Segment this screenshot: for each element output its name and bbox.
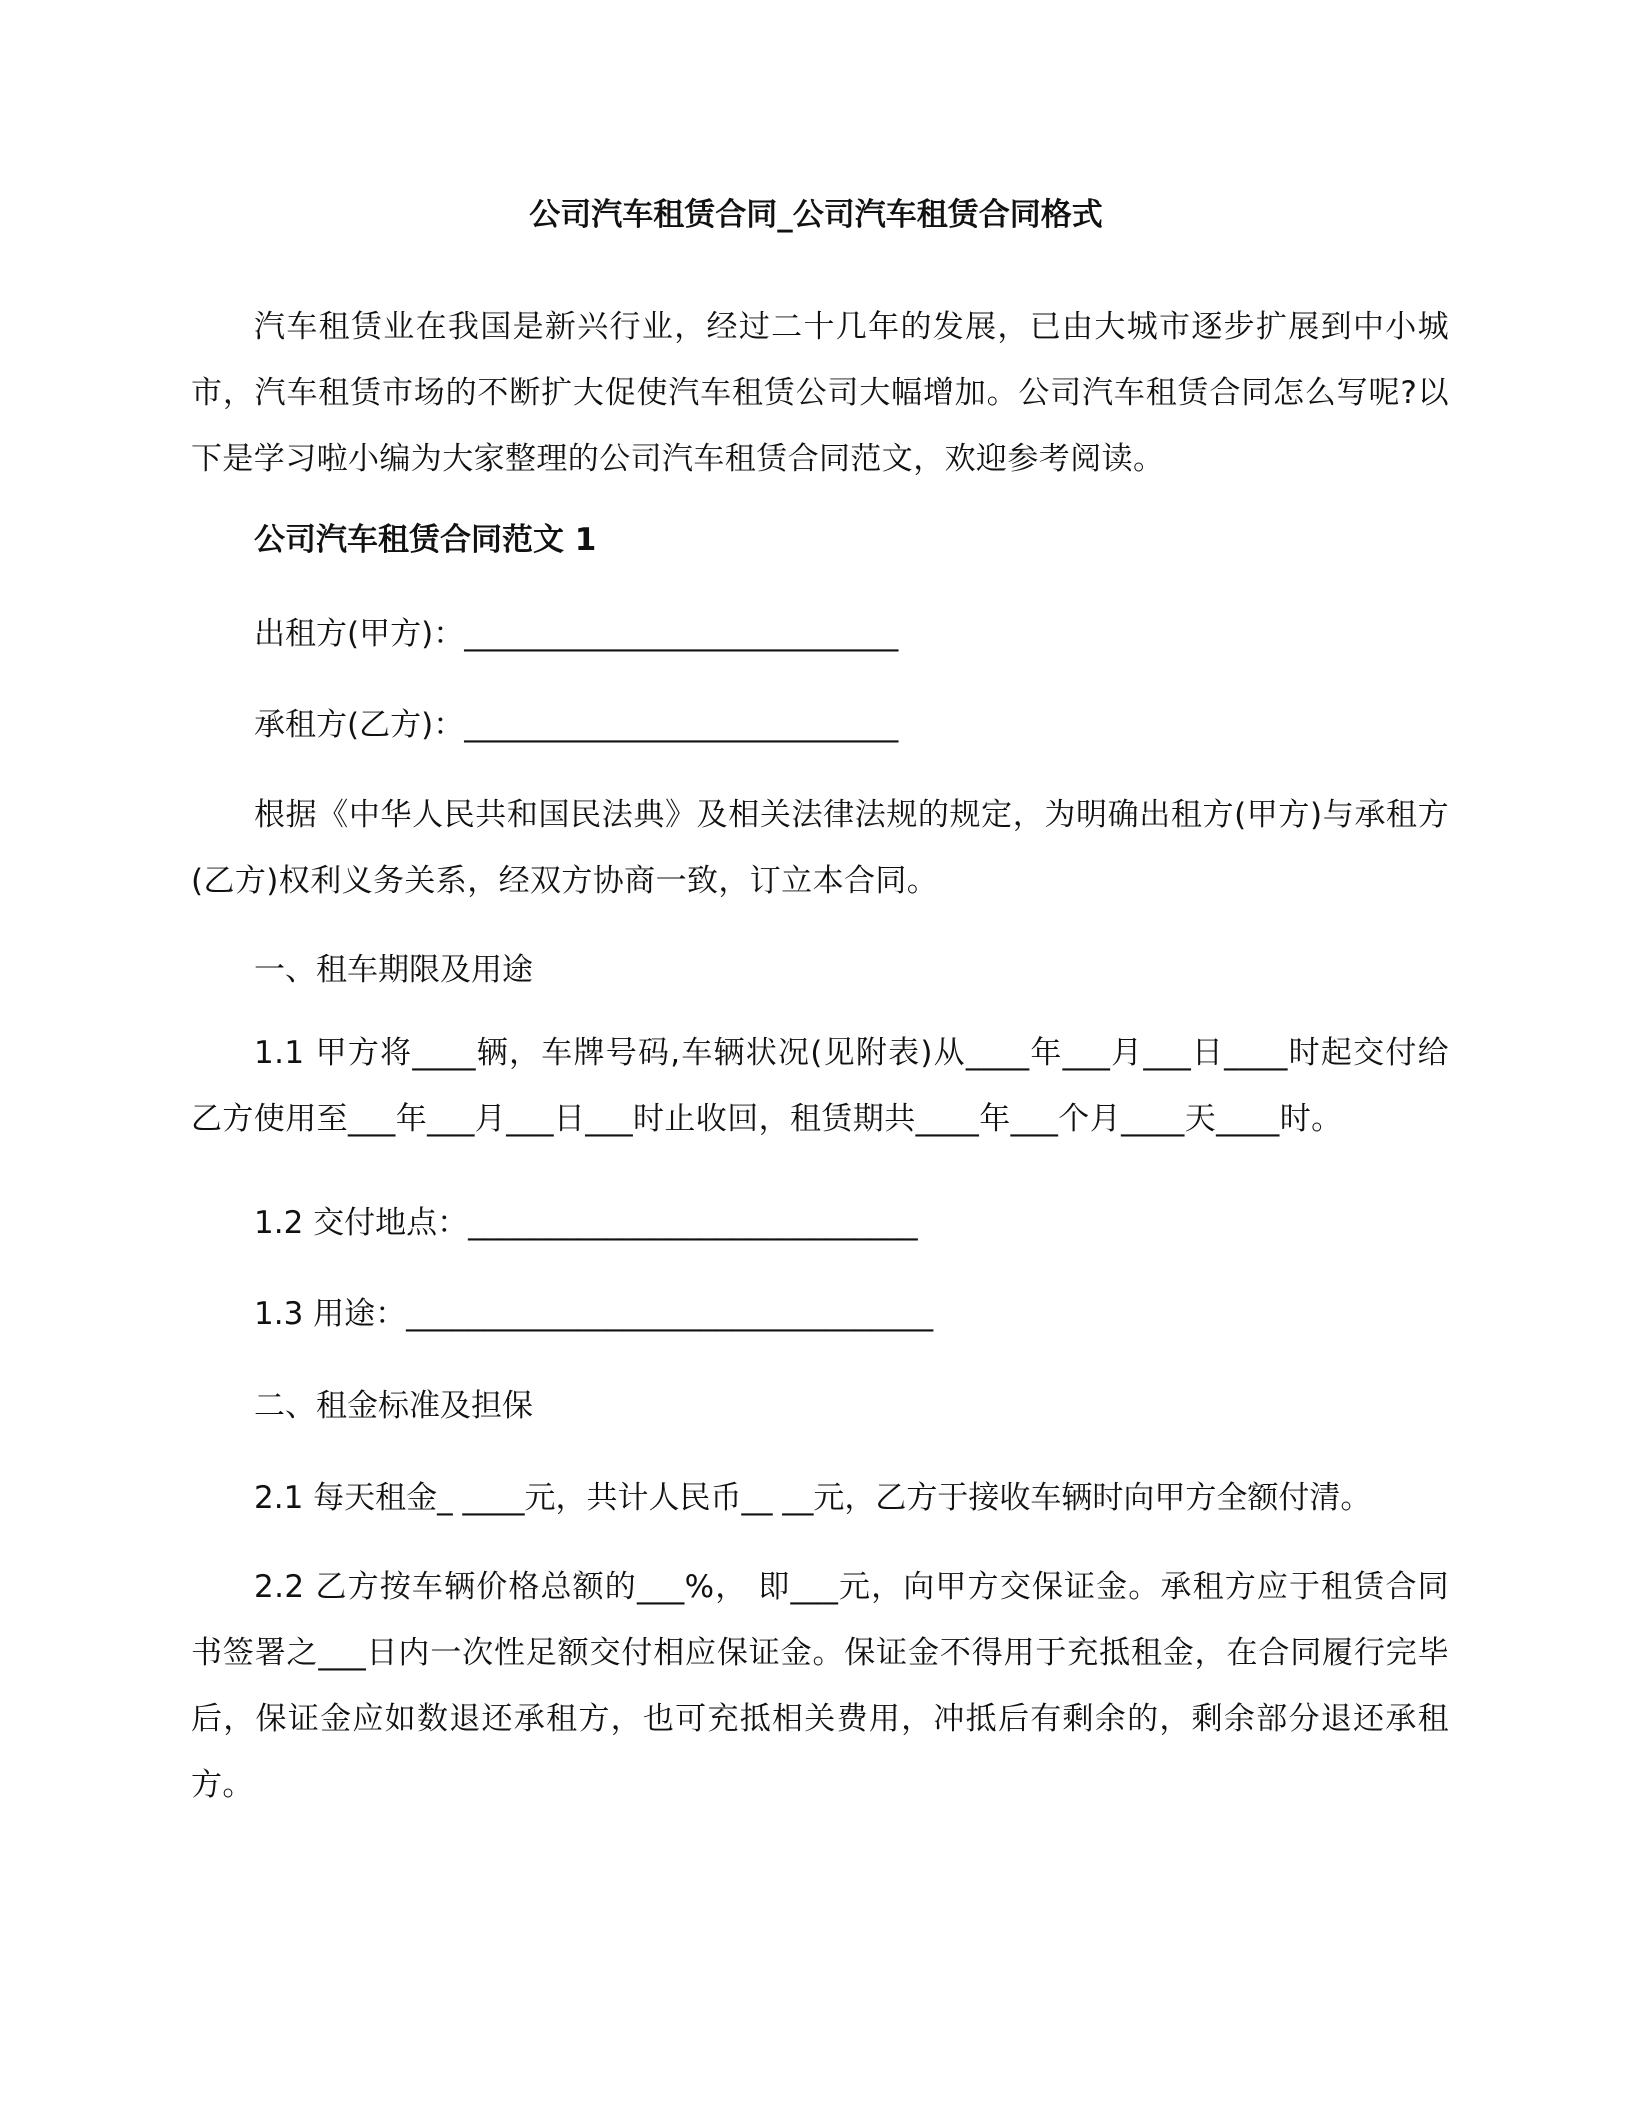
section2-heading: 二、租金标准及担保 [254,1388,533,1424]
clause-1-1: 1.1 甲方将____辆，车牌号码,车辆状况(见附表)从____年___月___日____时起交付给乙方使用至___年___月___日___时止收回，租赁期共____年___个月____天____时。 [191,1035,1449,1137]
document-title: 公司汽车租赁合同_公司汽车租赁合同格式 [529,197,1103,233]
clause-1-2: 1.2 交付地点：_____________________________ [254,1205,918,1241]
basis-paragraph: 根据《中华人民共和国民法典》及相关法律法规的规定，为明确出租方(甲方)与承租方(乙方)权利义务关系，经双方协商一致，订立本合同。 [191,797,1449,899]
lessor-field: 出租方(甲方)：____________________________ [254,616,899,652]
clause-1-3: 1.3 用途：__________________________________ [254,1296,934,1332]
sample-heading: 公司汽车租赁合同范文 1 [254,522,597,558]
lessee-field: 承租方(乙方)：____________________________ [254,707,899,743]
clause-2-1: 2.1 每天租金_ ____元，共计人民币__ __元，乙方于接收车辆时向甲方全额付清。 [254,1480,1372,1516]
clause-2-2: 2.2 乙方按车辆价格总额的___%， 即___元，向甲方交保证金。承租方应于租赁合同书签署之___日内一次性足额交付相应保证金。保证金不得用于充抵租金，在合同履行完毕后，保证金应如数退还承租方，也可充抵相关费用，冲抵后有剩余的，剩余部分退还承租方。 [191,1569,1449,1803]
section1-heading: 一、租车期限及用途 [254,952,533,988]
intro-paragraph: 汽车租赁业在我国是新兴行业，经过二十几年的发展，已由大城市逐步扩展到中小城市，汽车租赁市场的不断扩大促使汽车租赁公司大幅增加。公司汽车租赁合同怎么写呢?以下是学习啦小编为大家整理的公司汽车租赁合同范文，欢迎参考阅读。 [191,309,1449,477]
